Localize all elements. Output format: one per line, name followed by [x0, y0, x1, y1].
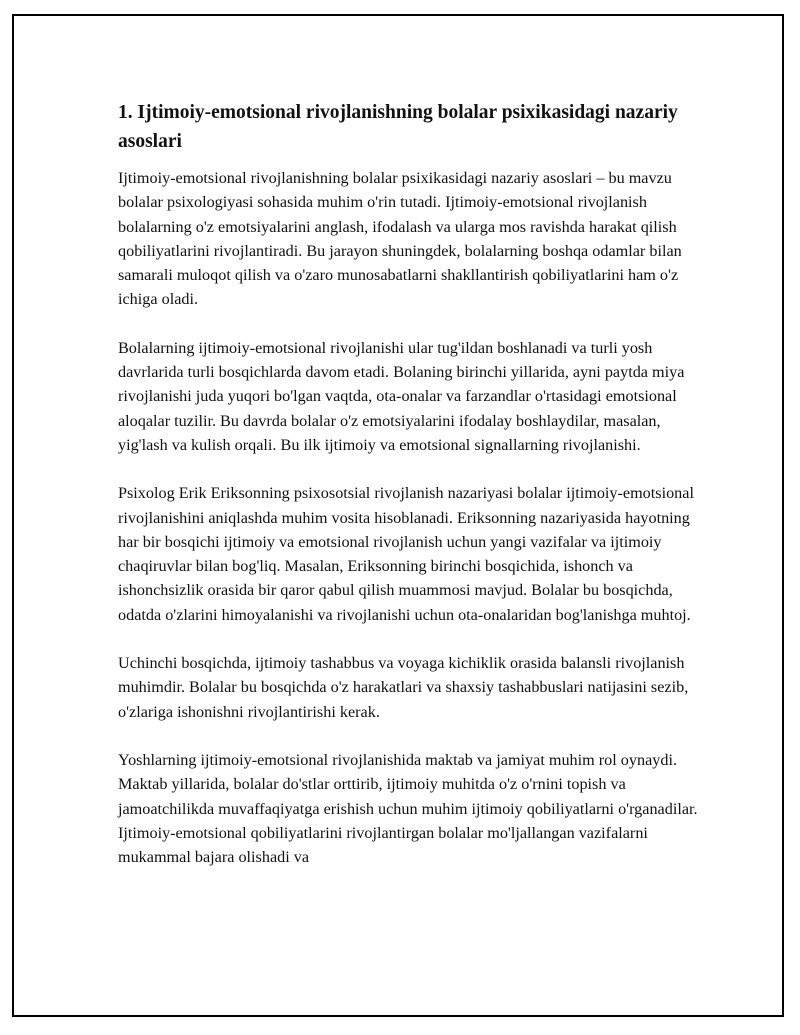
- paragraph-3: Psixolog Erik Eriksonning psixosotsial rivojlanish nazariyasi bolalar ijtimoiy-emotsional rivojlanishini aniqlashda muhim vosita hisoblanadi. Eriksonning nazariyasida hayotning har bir bosqichi ijtimoiy va emotsional rivojlanish uchun yangi vazifalar va ijtimoiy chaqiruvlar bilan bog'liq. Masalan, Eriksonning birinchi bosqichida, ishonch va ishonchsizlik orasida bir qaror qabul qilish muammosi mavjud. Bolalar bu bosqichda, odatda o'zlarini himoyalanishi va rivojlanishi uchun ota-onalaridan bog'lanishga muhtoj.: [118, 484, 694, 624]
- paragraph-1: Ijtimoiy-emotsional rivojlanishning bolalar psixikasidagi nazariy asoslari – bu mavzu bolalar psixologiyasi sohasida muhim o'rin tutadi. Ijtimoiy-emotsional rivojlanish bolalarning o'z emotsiyalarini anglash, ifodalash va ularga mos ravishda harakat qilish qobiliyatlarini rivojlantiradi. Bu jarayon shuningdek, bolalarning boshqa odamlar bilan samarali muloqot qilish va o'zaro munosabatlarni shakllantirish qobiliyatlarini ham o'z ichiga oladi.: [118, 169, 682, 309]
- paragraph-4: Uchinchi bosqichda, ijtimoiy tashabbus va voyaga kichiklik orasida balansli rivojlanish muhimdir. Bolalar bu bosqichda o'z harakatlari va shaxsiy tashabbuslari natijasini sezib, o'zlariga ishonishni rivojlantirishi kerak.: [118, 654, 689, 721]
- section-heading: 1. Ijtimoiy-emotsional rivojlanishning bolalar psixikasidagi nazariy asoslari: [118, 102, 678, 152]
- document-page: [12, 14, 784, 1017]
- document-body: [118, 98, 698, 893]
- paragraph-2: Bolalarning ijtimoiy-emotsional rivojlanishi ular tug'ildan boshlanadi va turli yosh davrlarida turli bosqichlarda davom etadi. Bolaning birinchi yillarida, ayni paytda miya rivojlanishi juda yuqori bo'lgan vaqtda, ota-onalar va farzandlar o'rtasidagi emotsional aloqalar tuzilir. Bu davrda bolalar o'z emotsiyalarini ifodalay boshlaydilar, masalan, yig'lash va kulish orqali. Bu ilk ijtimoiy va emotsional signallarning rivojlanishi.: [118, 338, 685, 454]
- paragraph-5: Yoshlarning ijtimoiy-emotsional rivojlanishida maktab va jamiyat muhim rol oynaydi. Maktab yillarida, bolalar do'stlar orttirib, ijtimoiy muhitda o'z o'rnini topish va jamoatchilikda muvaffaqiyatga erishish uchun muhim ijtimoiy qobiliyatlarni o'rganadilar. Ijtimoiy-emotsional qobiliyatlarini rivojlantirgan bolalar mo'ljallangan vazifalarni mukammal bajara olishadi va: [118, 750, 698, 867]
